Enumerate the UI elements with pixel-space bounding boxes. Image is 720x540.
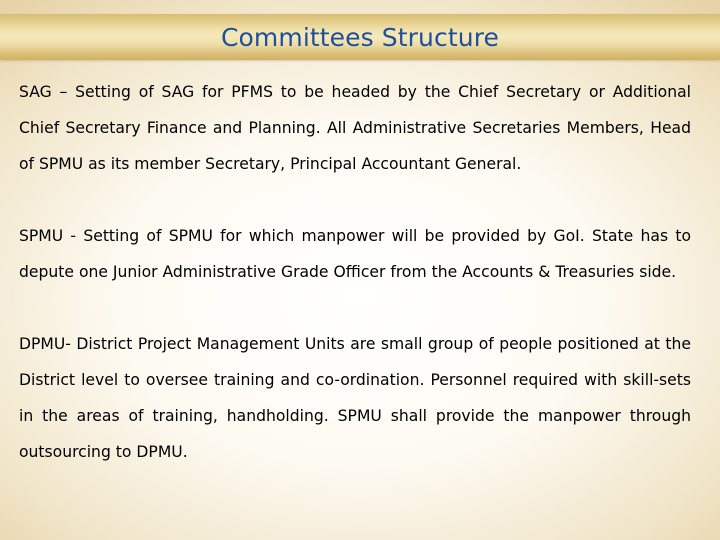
paragraph-dpmu: DPMU- District Project Management Units are small group of people positioned at the District level to oversee training and co-ordination. Personnel required with skill-sets in the areas of training, handholding. SPMU shall provide the manpower through outsourcing to DPMU. bbox=[19, 335, 691, 461]
paragraph-sag: SAG – Setting of SAG for PFMS to be headed by the Chief Secretary or Additional Chief Secretary Finance and Planning. All Administrative Secretaries Members, Head of SPMU as its member Secretary, Principal Accountant General. bbox=[19, 83, 691, 173]
slide-body bbox=[19, 74, 691, 470]
paragraph-spmu: SPMU - Setting of SPMU for which manpower will be provided by GoI. State has to depute one Junior Administrative Grade Officer from the Accounts & Treasuries side. bbox=[19, 227, 691, 281]
slide-title: Committees Structure bbox=[220, 23, 500, 52]
title-band bbox=[0, 14, 720, 60]
